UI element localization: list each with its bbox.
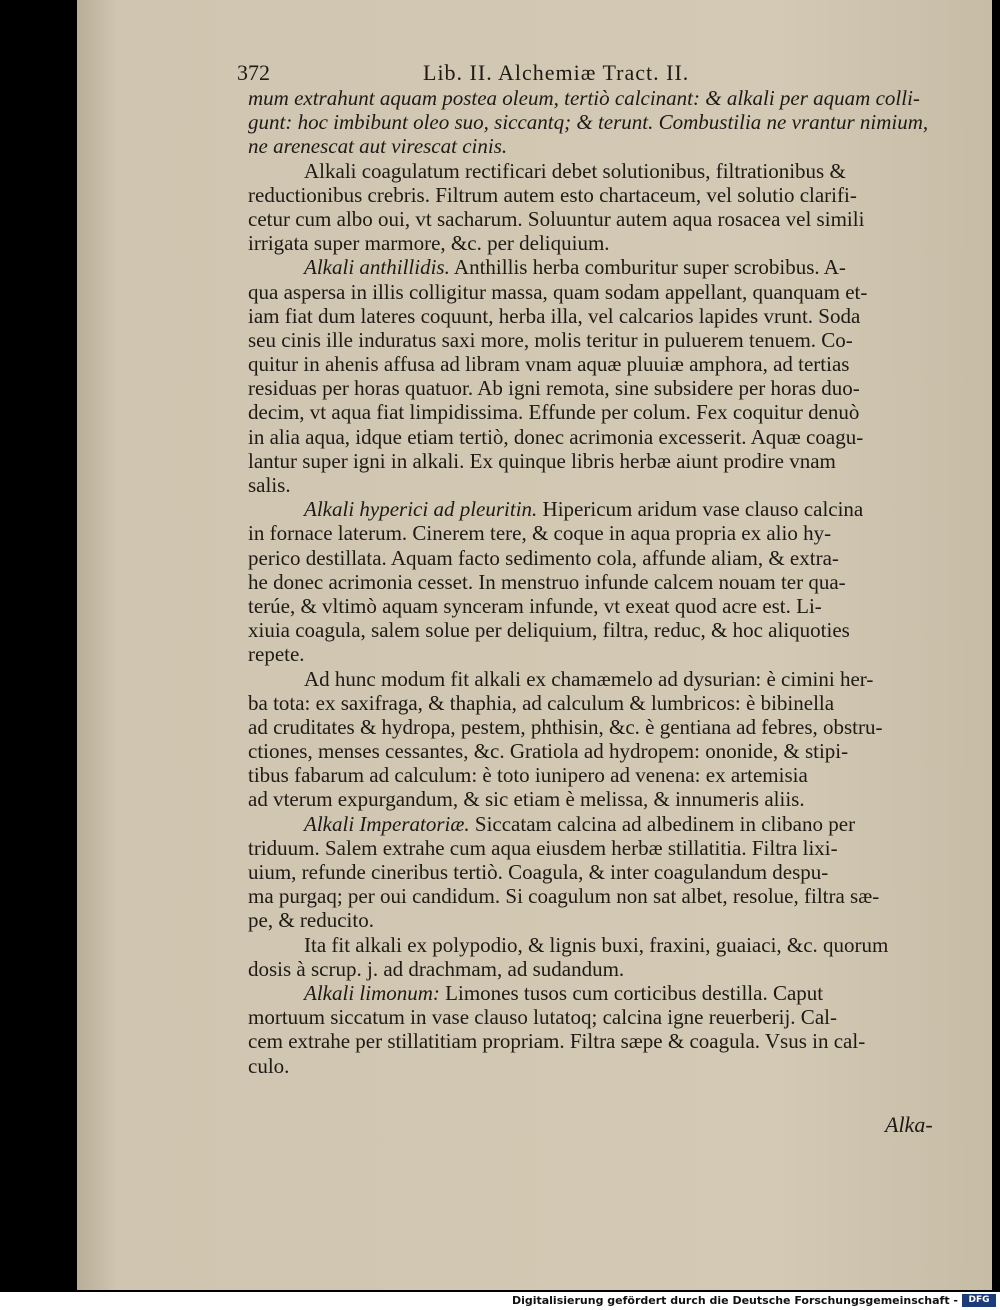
text-line: Ita fit alkali ex polypodio, & lignis buxi, fraxini, guaiaci, &c. quorum: [304, 932, 889, 957]
footer-bar: [0, 1292, 1000, 1310]
text-line: residuas per horas quatuor. Ab igni remota, sine subsidere per horas duo-: [248, 376, 860, 401]
text-line: tibus fabarum ad calculum: è toto iunipero ad venena: ex artemisia: [248, 763, 808, 788]
text-line: culo.: [248, 1053, 290, 1078]
text-line: iam fiat dum lateres coquunt, herba illa, vel calcarios lapides vrunt. Soda: [248, 303, 861, 328]
text-line: ne arenescat aut virescat cinis.: [248, 134, 508, 159]
text-line: decim, vt aqua fiat limpidissima. Effunde per colum. Fex coquitur denuò: [248, 400, 860, 425]
running-header: [237, 60, 797, 88]
text-line: irrigata super marmore, &c. per deliquium.: [248, 231, 610, 256]
text-line: xiuia coagula, salem solue per deliquium, filtra, reduc, & hoc aliquoties: [248, 618, 850, 643]
text-line: in fornace laterum. Cinerem tere, & coque in aqua propria ex alio hy-: [248, 521, 832, 546]
text-line: gunt: hoc imbibunt oleo suo, siccantq; & terunt. Combustilia ne vrantur nimium,: [248, 110, 929, 135]
text-line: pe, & reducito.: [248, 908, 374, 933]
text-line: mum extrahunt aquam postea oleum, tertiò calcinant: & alkali per aquam colli-: [248, 86, 920, 110]
right-scan-border: [992, 0, 1000, 1290]
running-title: Lib. II. Alchemiæ Tract. II.: [423, 60, 690, 85]
section-heading: Alkali hyperici ad pleuritin.: [304, 497, 538, 522]
section-heading: Alkali limonum:: [304, 980, 440, 1005]
text-line: terúe, & vltimò aquam synceram infunde, vt exeat quod acre est. Li-: [248, 593, 822, 618]
text-line: dosis à scrup. j. ad drachmam, ad sudandum.: [248, 956, 625, 981]
text-line: he donec acrimonia cesset. In menstruo infunde calcem nouam ter qua-: [248, 569, 846, 594]
text-line: uium, refunde cineribus tertiò. Coagula, & inter coagulandum despu-: [248, 860, 829, 884]
text-line: perico destillata. Aquam facto sedimento cola, affunde aliam, & extra-: [248, 545, 839, 570]
text-line: ad cruditates & hydropa, pestem, phthisin, &c. è gentiana ad febres, obstru-: [248, 714, 883, 739]
text-line: Alkali hyperici ad pleuritin. Hipericum aridum vase clauso calcina: [304, 497, 864, 522]
text-line: mortuum siccatum in vase clauso lutatoq; calcina igne reuerberij. Cal-: [248, 1005, 837, 1030]
text-line: ma purgaq; per oui candidum. Si coagulum non sat albet, resolue, filtra sæ-: [248, 884, 880, 909]
text-line: quitur in ahenis affusa ad libram vnam aquæ pluuiæ amphora, ad tertias: [248, 352, 850, 377]
text-line: in alia aqua, idque etiam tertiò, donec acrimonia excesserit. Aquæ coagu-: [248, 424, 864, 449]
section-heading: Alkali anthillidis.: [304, 255, 450, 280]
text-line: Alkali Imperatoriæ. Siccatam calcina ad albedinem in clibano per: [304, 811, 856, 836]
text-line: cem extrahe per stillatitiam propriam. Filtra sæpe & coagula. Vsus in cal-: [248, 1029, 866, 1054]
text-line: seu cinis ille induratus saxi more, molis teritur in puluerem tenuem. Co-: [248, 327, 853, 352]
text-line: cetur cum albo oui, vt sacharum. Soluuntur autem aqua rosacea vel simili: [248, 206, 865, 231]
catchword: Alka-: [885, 1112, 933, 1137]
page-number: 372: [237, 60, 270, 85]
text-line: ad vterum expurgandum, & sic etiam è melissa, & innumeris aliis.: [248, 787, 805, 812]
text-line: triduum. Salem extrahe cum aqua eiusdem herbæ stillatitia. Filtra lixi-: [248, 835, 838, 860]
text-line: ba tota: ex saxifraga, & thaphia, ad calculum & lumbricos: è bibinella: [248, 690, 835, 715]
text-line: ctiones, menses cessantes, &c. Gratiola ad hydropem: ononide, & stipi-: [248, 739, 849, 764]
text-line: Alkali coagulatum rectificari debet solutionibus, filtrationibus &: [304, 158, 846, 183]
text-line: qua aspersa in illis colligitur massa, quam sodam appellant, quanquam et-: [248, 279, 868, 304]
text-line: salis.: [248, 473, 291, 497]
left-scan-border: [0, 0, 77, 1290]
body-text: [248, 86, 948, 1078]
text-line: reductionibus crebris. Filtrum autem esto chartaceum, vel solutio clarifi-: [248, 182, 857, 207]
text-line: repete.: [248, 642, 305, 667]
footer-credit: Digitalisierung gefördert durch die Deutsche Forschungsgemeinschaft -: [511, 1294, 958, 1307]
text-line: Ad hunc modum fit alkali ex chamæmelo ad dysurian: è cimini her-: [304, 666, 874, 691]
text-line: lantur super igni in alkali. Ex quinque libris herbæ aiunt prodire vnam: [248, 448, 836, 473]
text-line: Alkali limonum: Limones tusos cum corticibus destilla. Caput: [304, 980, 824, 1005]
text-line: Alkali anthillidis. Anthillis herba comburitur super scrobibus. A-: [304, 255, 846, 280]
section-heading: Alkali Imperatoriæ.: [304, 811, 470, 836]
dfg-logo: DFG: [962, 1294, 996, 1307]
